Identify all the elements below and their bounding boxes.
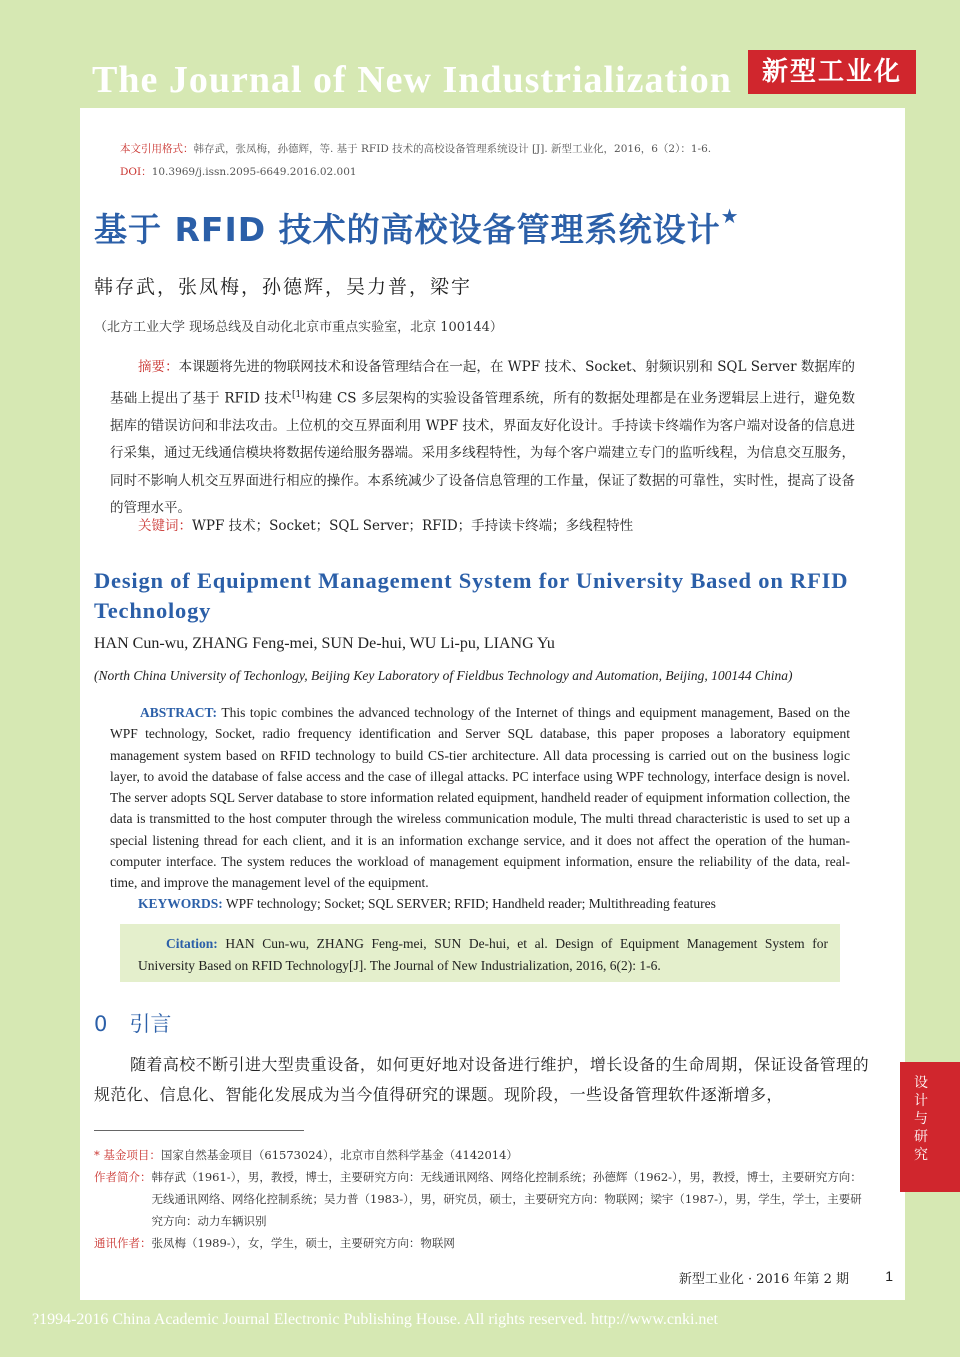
- journal-title: The Journal of New Industrialization: [92, 59, 732, 101]
- chinese-abstract-part1: 本课题将先进的物联网技术和设备管理结合在一起，在 WPF 技术、Socket、射频识别和 SQL Server 数据库的基础上提出了基于 RFID 技术: [110, 359, 855, 406]
- corresponding-text: 张凤梅（1989-），女，学生，硕士，主要研究方向：物联网: [151, 1236, 455, 1250]
- footnote-authors: [94, 1166, 869, 1232]
- copyright-text: ?1994-2016 China Academic Journal Electronic Publishing House. All rights reserved. http://www.cnki.net: [32, 1311, 718, 1328]
- section-side-tab: [900, 1062, 960, 1192]
- fund-label: * 基金项目：: [94, 1148, 161, 1162]
- title-footnote-mark: ★: [720, 204, 740, 228]
- english-title: Design of Equipment Management System for University Based on RFID Technology: [94, 568, 849, 623]
- doi-value[interactable]: 10.3969/j.issn.2095-6649.2016.02.001: [151, 166, 357, 178]
- footnotes: [94, 1144, 869, 1254]
- chinese-keywords-text: WPF 技术；Socket；SQL Server；RFID；手持读卡终端；多线程特性: [192, 518, 634, 534]
- citation-box-text: [138, 933, 828, 977]
- doi-line: [120, 164, 357, 179]
- english-abstract-label: ABSTRACT:: [140, 705, 218, 720]
- english-authors: HAN Cun-wu, ZHANG Feng-mei, SUN De-hui, WU Li-pu, LIANG Yu: [94, 635, 555, 652]
- citation-format-text: 韩存武，张凤梅，孙德辉，等. 基于 RFID 技术的高校设备管理系统设计 [J]. 新型工业化，2016，6（2）：1-6.: [193, 143, 712, 155]
- chinese-title: [94, 204, 740, 251]
- citation-box-label: Citation:: [166, 936, 218, 951]
- citation-format-line: [120, 141, 711, 156]
- corresponding-label: 通讯作者：: [94, 1236, 152, 1250]
- left-margin-band: [0, 0, 80, 1357]
- english-abstract-text: This topic combines the advanced technology of the Internet of things and equipment management, Based on the WPF technology, Socket, radio frequency identification and Server SQL database, this paper proposes a laboratory equipment management system based on RFID technology to build CS-tier architecture. All data processing is carried out on the business logic layer, to avoid the database of false access and the case of illegal attacks. PC interface using WPF technology, interface design is novel. The server adopts SQL Server database to store information related equipment, handheld reader of equipment information collection, the data is transmitted to the host computer through the wireless communication module, The multi thread characteristic is used to set up a special listening thread for each client, and it is an information exchange service, and it does not affect the operation of the human-computer interface. The system reduces the workload of management equipment information, ensure the reliability of the data, real-time, and improve the management level of the equipment.: [110, 705, 851, 891]
- side-tab-label: 设计与研究: [914, 1075, 928, 1163]
- section-number: 0: [94, 1012, 108, 1036]
- english-abstract: [110, 702, 850, 894]
- chinese-abstract-label: 摘要：: [138, 359, 179, 375]
- section-title: 引言: [129, 1012, 172, 1036]
- doi-label: DOI：: [120, 166, 152, 178]
- paper-page: [80, 108, 905, 1298]
- author-bio-text: 韩存武（1961-），男，教授，博士，主要研究方向：无线通讯网络、网络化控制系统；孙德辉（1962-），男，教授，博士，主要研究方向：无线通讯网络、网络化控制系统；吴力普（1983-），男，研究员，硕士，主要研究方向：物联网；梁宇（1987-），男，学生，学士，主要研究方向：动力车辆识别: [151, 1170, 862, 1228]
- chinese-title-text: 基于 RFID 技术的高校设备管理系统设计: [94, 210, 721, 249]
- chinese-keywords: [138, 514, 633, 534]
- chinese-affiliation: （北方工业大学 现场总线及自动化北京市重点实验室，北京 100144）: [94, 320, 503, 335]
- english-keywords-label: KEYWORDS:: [138, 896, 223, 911]
- english-affiliation: (North China University of Techonlogy, Beijing Key Laboratory of Fieldbus Technology and Automation, Beijing, 100144 China): [94, 668, 793, 683]
- copyright-band: [0, 1300, 960, 1357]
- reference-marker[interactable]: [1]: [292, 389, 305, 400]
- citation-box: [120, 924, 840, 982]
- section-body: 随着高校不断引进大型贵重设备，如何更好地对设备进行维护，增长设备的生命周期，保证设备管理的规范化、信息化、智能化发展成为当今值得研究的课题。现阶段，一些设备管理软件逐渐增多，: [94, 1055, 869, 1104]
- journal-header: [0, 0, 960, 108]
- english-keywords: [138, 896, 716, 912]
- page-footer-issue: 新型工业化 · 2016 年第 2 期: [678, 1272, 849, 1287]
- footnote-corresponding: [94, 1232, 869, 1254]
- chinese-keywords-label: 关键词：: [138, 518, 192, 534]
- chinese-authors: 韩存武，张凤梅，孙德辉，吴力普，梁宇: [94, 276, 473, 298]
- journal-logo: 新型工业化: [748, 50, 916, 94]
- english-keywords-text: WPF technology; Socket; SQL SERVER; RFID; Handheld reader; Multithreading features: [225, 896, 716, 911]
- chinese-abstract-part2: 构建 CS 多层架构的实验设备管理系统，所有的数据处理都是在业务逻辑层上进行，避免数据库的错误访问和非法攻击。上位机的交互界面利用 WPF 技术，界面友好化设计。手持读卡终端作为客户端对设备的信息进行采集，通过无线通信模块将数据传递给服务器端。采用多线程特性，为每个客户端建立专门的监听线程，为信息交互服务，同时不影响人机交互界面进行相应的操作。本系统减少了设备信息管理的工作量，保证了数据的可靠性，实时性，提高了设备的管理水平。: [110, 390, 855, 516]
- page-number: 1: [885, 1268, 893, 1284]
- citation-box-content: HAN Cun-wu, ZHANG Feng-mei, SUN De-hui, et al. Design of Equipment Management System for University Based on RFID Technology[J]. The Journal of New Industrialization, 2016, 6(2): 1-6.: [138, 936, 829, 973]
- citation-format-label: 本文引用格式：: [120, 143, 194, 155]
- footnote-fund: [94, 1144, 869, 1166]
- chinese-abstract: [110, 354, 855, 523]
- section-heading: [94, 1008, 171, 1038]
- author-bio-label: 作者简介：: [94, 1170, 152, 1184]
- fund-text: 国家自然基金项目（61573024），北京市自然科学基金（4142014）: [160, 1148, 518, 1162]
- footnote-divider: [94, 1130, 304, 1131]
